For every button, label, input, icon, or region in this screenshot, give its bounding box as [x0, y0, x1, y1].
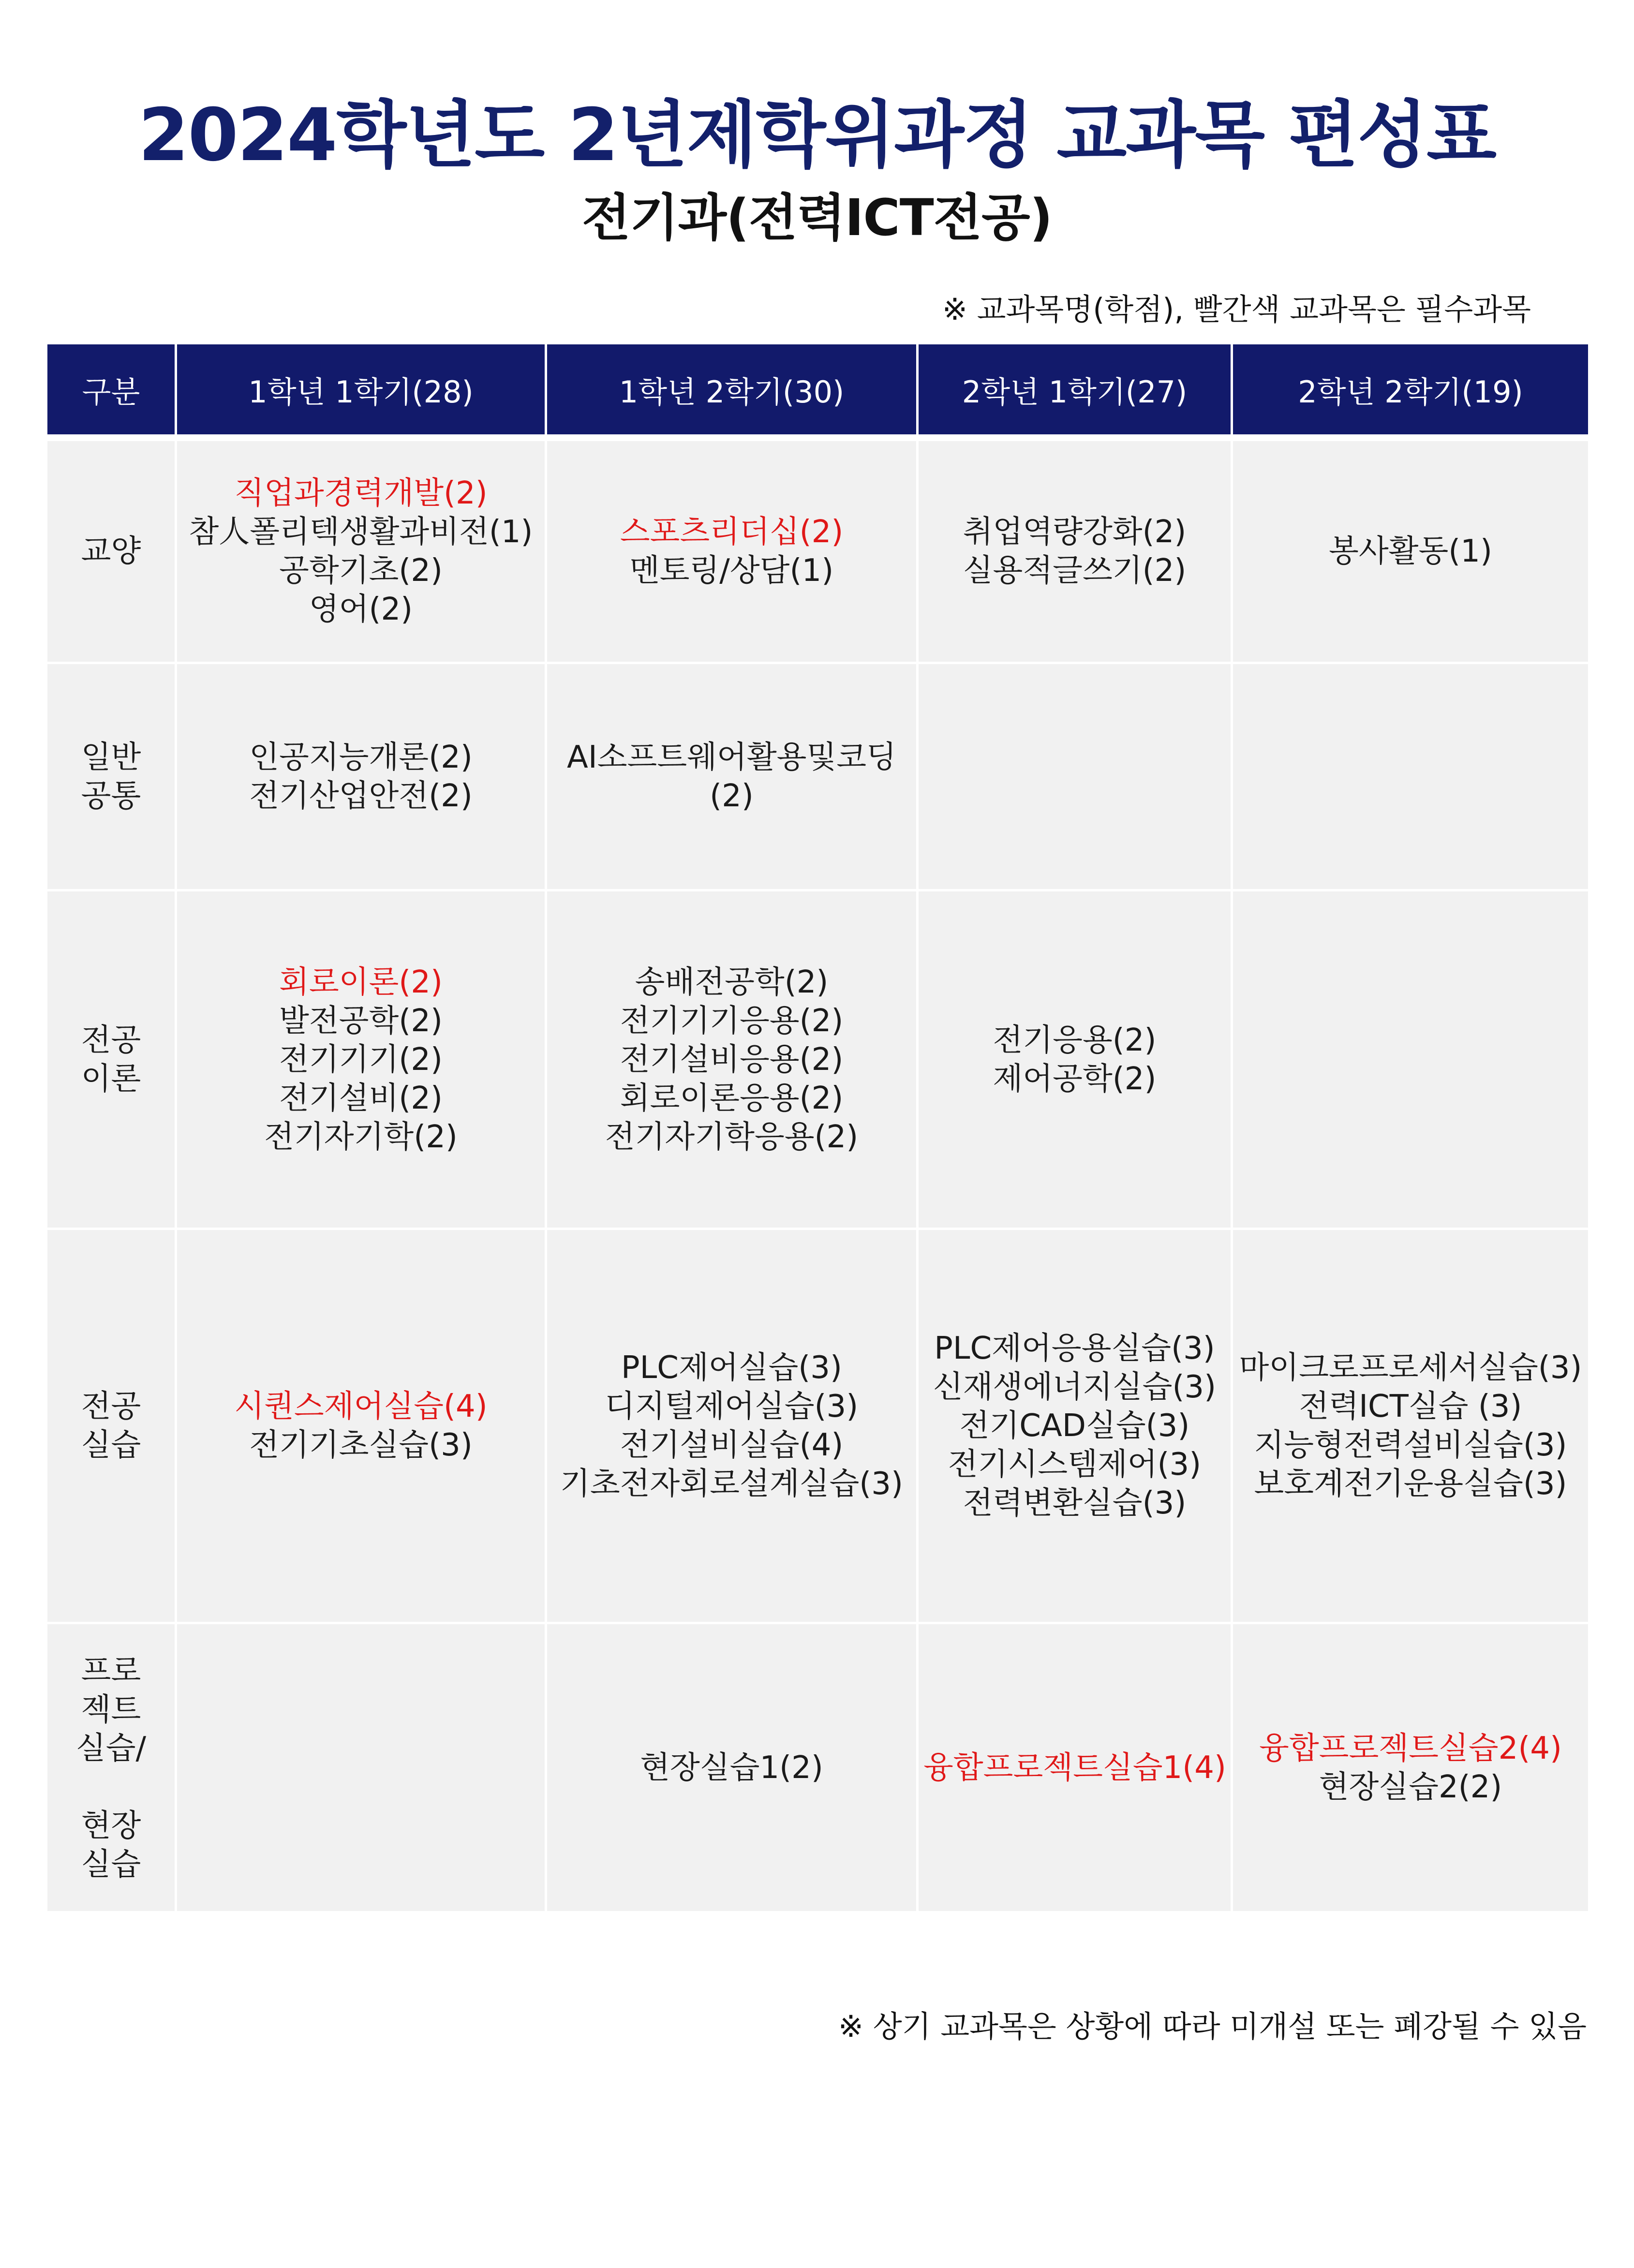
course-item: 실용적글쓰기(2) — [963, 553, 1187, 589]
course-item: 기초전자회로설계실습(3) — [560, 1466, 903, 1502]
course-item: PLC제어응용실습(3) — [934, 1331, 1215, 1366]
semester-cell — [547, 1228, 919, 1622]
course-item: 전기시스템제어(3) — [948, 1447, 1202, 1482]
semester-cell — [177, 662, 547, 889]
semester-cell — [547, 662, 919, 889]
course-item: 전력ICT실습 (3) — [1299, 1389, 1522, 1424]
semester-cell — [919, 434, 1233, 662]
table-row — [47, 662, 1588, 889]
legend-note: ※ 교과목명(학점), 빨간색 교과목은 필수과목 — [942, 292, 1531, 327]
course-item: 봉사활동(1) — [1329, 534, 1492, 569]
course-item: 송배전공학(2) — [635, 964, 829, 1000]
semester-cell — [177, 434, 547, 662]
course-item: 공학기초(2) — [279, 553, 443, 589]
course-item: PLC제어실습(3) — [621, 1350, 842, 1386]
semester-cell — [1233, 1622, 1588, 1911]
semester-cell — [1233, 889, 1588, 1228]
course-item: 전기기기(2) — [279, 1041, 443, 1078]
course-item: 제어공학(2) — [993, 1061, 1157, 1097]
category-label: 프로 — [81, 1653, 141, 1689]
curriculum-table — [47, 344, 1588, 1911]
category-label: 실습 — [81, 1427, 141, 1463]
course-item: 참人폴리텍생활과비전(1) — [189, 514, 533, 550]
semester-cell — [1233, 434, 1588, 662]
header-year1-sem2: 1학년 2학기(30) — [547, 344, 919, 434]
course-item: 전기CAD실습(3) — [959, 1408, 1190, 1444]
category-label: 일반 — [81, 739, 141, 775]
required-course: 시퀀스제어실습(4) — [234, 1389, 488, 1424]
course-item: 영어(2) — [309, 592, 413, 627]
semester-cell — [919, 1622, 1233, 1911]
required-course: 융합프로젝트실습2(4) — [1259, 1730, 1562, 1766]
course-item: 전력변환실습(3) — [963, 1485, 1187, 1521]
semester-cell — [177, 1622, 547, 1911]
course-item: AI소프트웨어활용및코딩 — [567, 739, 896, 775]
category-label: 공통 — [81, 778, 141, 814]
course-item: 현장실습1(2) — [640, 1749, 823, 1786]
category-label: 현장 — [81, 1808, 141, 1844]
header-year2-sem1: 2학년 1학기(27) — [919, 344, 1233, 434]
course-item: 발전공학(2) — [279, 1003, 443, 1039]
course-item: 전기응용(2) — [993, 1022, 1157, 1058]
course-item: 전기자기학응용(2) — [605, 1119, 859, 1155]
category-cell — [47, 434, 177, 662]
course-item: 전기설비응용(2) — [620, 1041, 844, 1078]
category-label: 실습 — [81, 1846, 141, 1883]
category-label — [52, 1768, 170, 1807]
footnote: ※ 상기 교과목은 상황에 따라 미개설 또는 폐강될 수 있음 — [838, 2009, 1587, 2044]
course-item: 마이크로프로세서실습(3) — [1239, 1350, 1582, 1386]
semester-cell — [547, 434, 919, 662]
course-item: 인공지능개론(2) — [249, 739, 473, 775]
category-cell — [47, 889, 177, 1228]
category-cell — [47, 1228, 177, 1622]
course-item: 신재생에너지실습(3) — [933, 1369, 1217, 1405]
course-item: 전기기초실습(3) — [249, 1427, 473, 1463]
semester-cell — [919, 662, 1233, 889]
category-label: 전공 — [81, 1022, 141, 1058]
semester-cell — [177, 1228, 547, 1622]
table-header-row — [47, 344, 1588, 434]
required-course: 회로이론(2) — [279, 964, 443, 1000]
header-year2-sem2: 2학년 2학기(19) — [1233, 344, 1588, 434]
course-item: 전기설비실습(4) — [620, 1427, 844, 1463]
course-item: 디지털제어실습(3) — [605, 1389, 859, 1424]
required-course: 직업과경력개발(2) — [234, 475, 488, 511]
header-category: 구분 — [47, 344, 177, 434]
table-row — [47, 889, 1588, 1228]
semester-cell — [1233, 1228, 1588, 1622]
course-item: 회로이론응용(2) — [620, 1080, 844, 1116]
required-course: 스포츠리더십(2) — [620, 514, 844, 550]
category-label: 젝트 — [81, 1691, 141, 1728]
course-item: (2) — [710, 778, 754, 814]
semester-cell — [177, 889, 547, 1228]
category-cell — [47, 1622, 177, 1911]
course-item: 전기산업안전(2) — [249, 778, 473, 814]
course-item: 보호계전기운용실습(3) — [1254, 1466, 1567, 1502]
required-course: 융합프로젝트실습1(4) — [923, 1749, 1226, 1786]
semester-cell — [547, 1622, 919, 1911]
header-year1-sem1: 1학년 1학기(28) — [177, 344, 547, 434]
table-row — [47, 1228, 1588, 1622]
course-item: 전기설비(2) — [279, 1080, 443, 1116]
semester-cell — [919, 889, 1233, 1228]
semester-cell — [547, 889, 919, 1228]
course-item: 전기기기응용(2) — [620, 1003, 844, 1039]
course-item: 지능형전력설비실습(3) — [1254, 1427, 1567, 1463]
table-row — [47, 1622, 1588, 1911]
category-cell — [47, 662, 177, 889]
semester-cell — [919, 1228, 1233, 1622]
semester-cell — [1233, 662, 1588, 889]
course-item: 취업역량강화(2) — [963, 514, 1187, 550]
course-item: 현장실습2(2) — [1319, 1769, 1502, 1805]
table-body — [47, 434, 1588, 1911]
category-label: 전공 — [81, 1389, 141, 1424]
page-subtitle: 전기과(전력ICT전공) — [581, 188, 1053, 247]
category-label: 이론 — [81, 1061, 141, 1097]
course-item: 멘토링/상담(1) — [629, 553, 834, 589]
category-label: 실습/ — [75, 1730, 147, 1766]
course-item: 전기자기학(2) — [264, 1119, 458, 1155]
page-title: 2024학년도 2년제학위과정 교과목 편성표 — [138, 93, 1496, 178]
category-label: 교양 — [81, 534, 141, 569]
table-row — [47, 434, 1588, 662]
